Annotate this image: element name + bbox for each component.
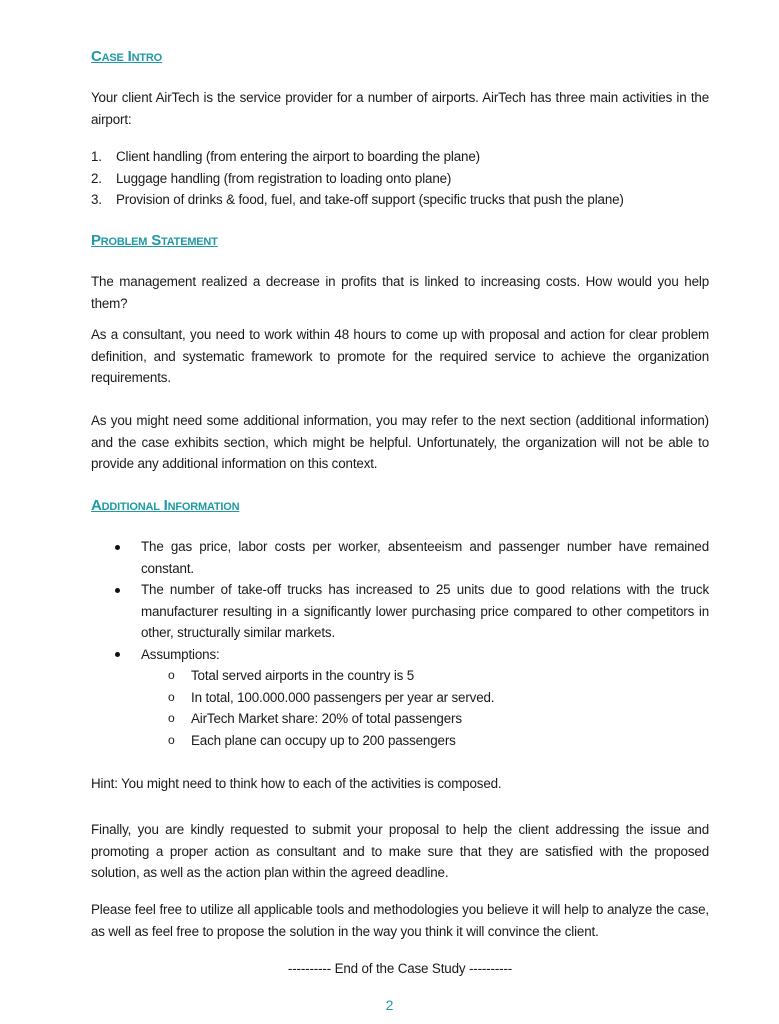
end-of-case-marker: ---------- End of the Case Study ---------- (287, 961, 513, 976)
list-item (91, 168, 709, 190)
sub-bullet-text: AirTech Market share: 20% of total passengers (191, 711, 462, 726)
list-item (91, 189, 709, 211)
heading-additional-information: Additional Information (91, 497, 240, 514)
sub-bullet-text: Total served airports in the country is 5 (191, 668, 415, 683)
bullet-text: The number of take-off trucks has increased to 25 units due to good relations with the truck manufacturer resulting in a significantly lower purchasing price compared to other competitors in other, structurally similar markets. (141, 582, 709, 640)
closing-paragraph: Finally, you are kindly requested to submit your proposal to help the client addressing the issue and promoting a proper action as consultant and to make sure that they are satisfied with the proposed solution, as well as the action plan within the agreed deadline. (91, 822, 709, 880)
circle-bullet-icon: o (168, 689, 175, 704)
list-number: 3. (91, 192, 102, 207)
sub-bullet-item (91, 708, 709, 730)
bullet-text: The gas price, labor costs per worker, absenteeism and passenger number have remained constant. (141, 539, 709, 576)
list-item-text: Provision of drinks & food, fuel, and take-off support (specific trucks that push the plane) (116, 192, 624, 207)
bullet-item (91, 644, 709, 666)
list-item (91, 146, 709, 168)
sub-bullet-item (91, 687, 709, 709)
heading-case-intro: Case Intro (91, 48, 162, 65)
circle-bullet-icon: o (168, 711, 175, 725)
bullet-icon (115, 545, 120, 550)
hint-text: Hint: You might need to think how to each of the activities is composed. (91, 776, 502, 791)
sub-bullet-item (91, 730, 709, 752)
activities-list (91, 146, 709, 211)
sub-bullet-item (91, 665, 709, 687)
bullet-icon (115, 588, 120, 593)
circle-bullet-icon: o (168, 668, 175, 682)
case-intro-paragraph: Your client AirTech is the service provider for a number of airports. AirTech has three main activities in the airport: (91, 90, 709, 127)
sub-bullet-text: In total, 100.000.000 passengers per year ar served. (191, 689, 495, 705)
bullet-item (91, 536, 709, 579)
heading-problem-statement: Problem Statement (91, 232, 218, 249)
circle-bullet-icon: o (168, 732, 175, 747)
list-item-text: Client handling (from entering the airport to boarding the plane) (116, 149, 480, 164)
bullet-icon (115, 652, 120, 657)
problem-paragraph: As a consultant, you need to work within 48 hours to come up with proposal and action for clear problem definition, and systematic framework to promote for the required service to achieve the organization requirements. (91, 327, 709, 385)
sub-bullet-text: Each plane can occupy up to 200 passengers (191, 732, 456, 748)
page-number: 2 (385, 997, 394, 1013)
list-number: 2. (91, 170, 102, 186)
bullet-list (91, 536, 709, 751)
list-number: 1. (91, 149, 102, 164)
problem-paragraph: The management realized a decrease in profits that is linked to increasing costs. How would you help them? (91, 274, 709, 311)
bullet-text: Assumptions: (141, 646, 220, 662)
list-item-text: Luggage handling (from registration to loading onto plane) (116, 170, 452, 186)
closing-paragraph: Please feel free to utilize all applicable tools and methodologies you believe it will help to analyze the case, as well as feel free to propose the solution in the way you think it will convince the client. (91, 902, 709, 939)
problem-paragraph: As you might need some additional information, you may refer to the next section (additional information) and the case exhibits section, which might be helpful. Unfortunately, the organization will not be able to provide any additional information on this context. (91, 413, 709, 471)
bullet-item (91, 579, 709, 644)
